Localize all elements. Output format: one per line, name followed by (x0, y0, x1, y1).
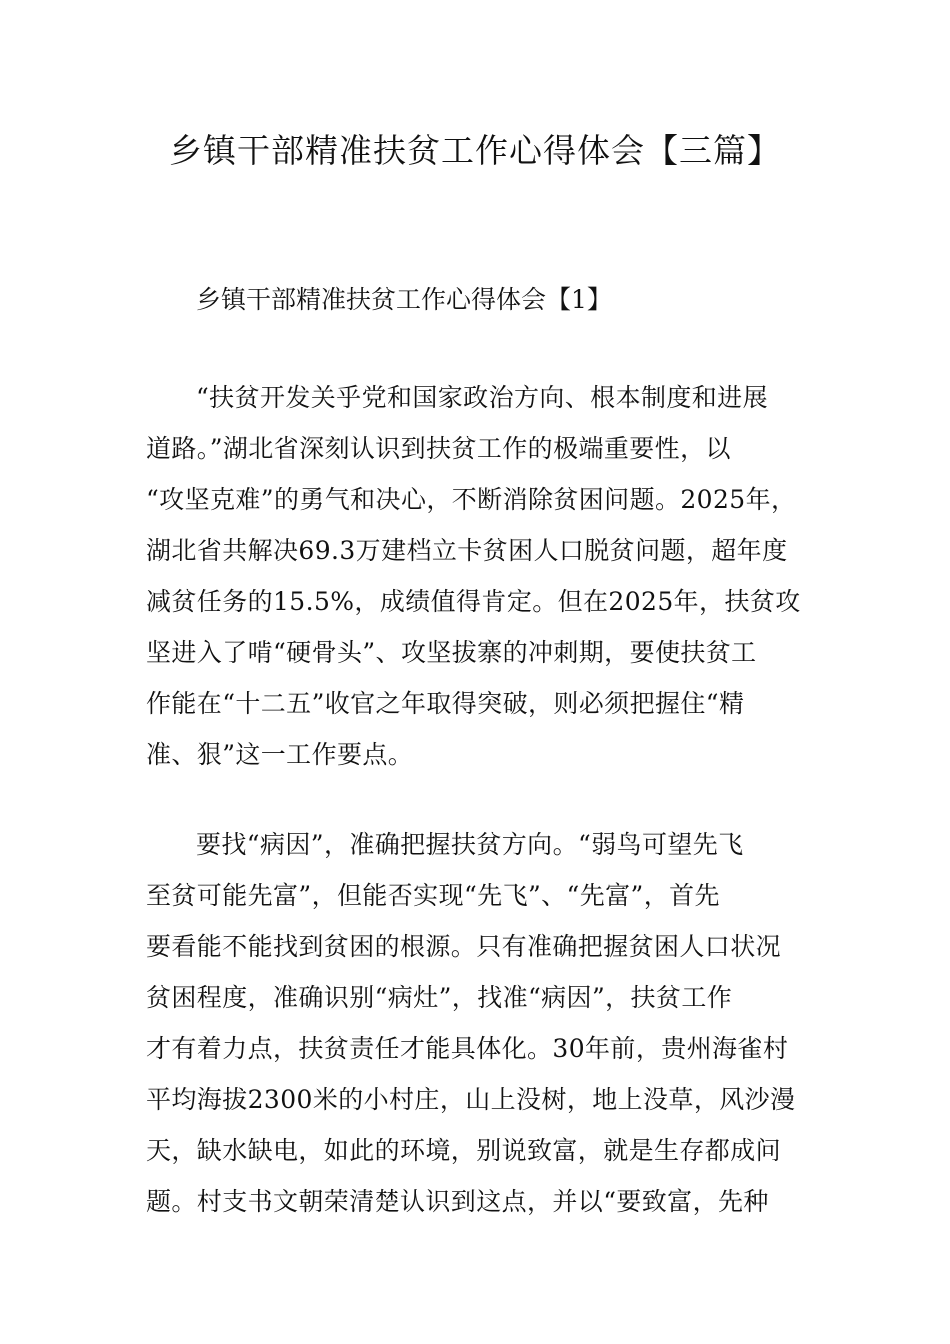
paragraph-line: 贫困程度，准确识别“病灶”，找准“病因”，扶贫工作 (146, 983, 733, 1012)
paragraph-line: 作能在“十二五”收官之年取得突破，则必须把握住“精 (146, 689, 745, 718)
paragraph-line: 题。村支书文朝荣清楚认识到这点，并以“要致富，先种 (146, 1187, 769, 1216)
document-title: 乡镇干部精准扶贫工作心得体会【三篇】 (169, 131, 781, 170)
section-heading: 乡镇干部精准扶贫工作心得体会【1】 (196, 285, 612, 314)
paragraph-line: 至贫可能先富”，但能否实现“先飞”、“先富”，首先 (146, 881, 720, 910)
paragraph-line: 天，缺水缺电，如此的环境，别说致富，就是生存都成问 (146, 1136, 782, 1165)
paragraph-line: 要看能不能找到贫困的根源。只有准确把握贫困人口状况 (146, 932, 782, 961)
paragraph-line: 才有着力点，扶贫责任才能具体化。30年前，贵州海雀村 (146, 1034, 789, 1063)
paragraph-line: “扶贫开发关乎党和国家政治方向、根本制度和进展 (196, 383, 768, 412)
paragraph-line: “攻坚克难”的勇气和决心，不断消除贫困问题。2025年， (146, 485, 797, 514)
paragraph (146, 372, 846, 780)
paragraph-line: 准、狠”这一工作要点。 (146, 740, 414, 769)
paragraph-line: 平均海拔2300米的小村庄，山上没树，地上没草，风沙漫 (146, 1085, 796, 1114)
paragraph-line: 坚进入了啃“硬骨头”、攻坚拔寨的冲刺期，要使扶贫工 (146, 638, 757, 667)
paragraph-line: 道路。”湖北省深刻认识到扶贫工作的极端重要性，以 (146, 434, 731, 463)
paragraph-line: 要找“病因”，准确把握扶贫方向。“弱鸟可望先飞 (196, 830, 744, 859)
paragraph (146, 819, 846, 1227)
paragraph-line: 减贫任务的15.5%，成绩值得肯定。但在2025年，扶贫攻 (146, 587, 801, 616)
paragraph-line: 湖北省共解决69.3万建档立卡贫困人口脱贫问题，超年度 (146, 536, 788, 565)
